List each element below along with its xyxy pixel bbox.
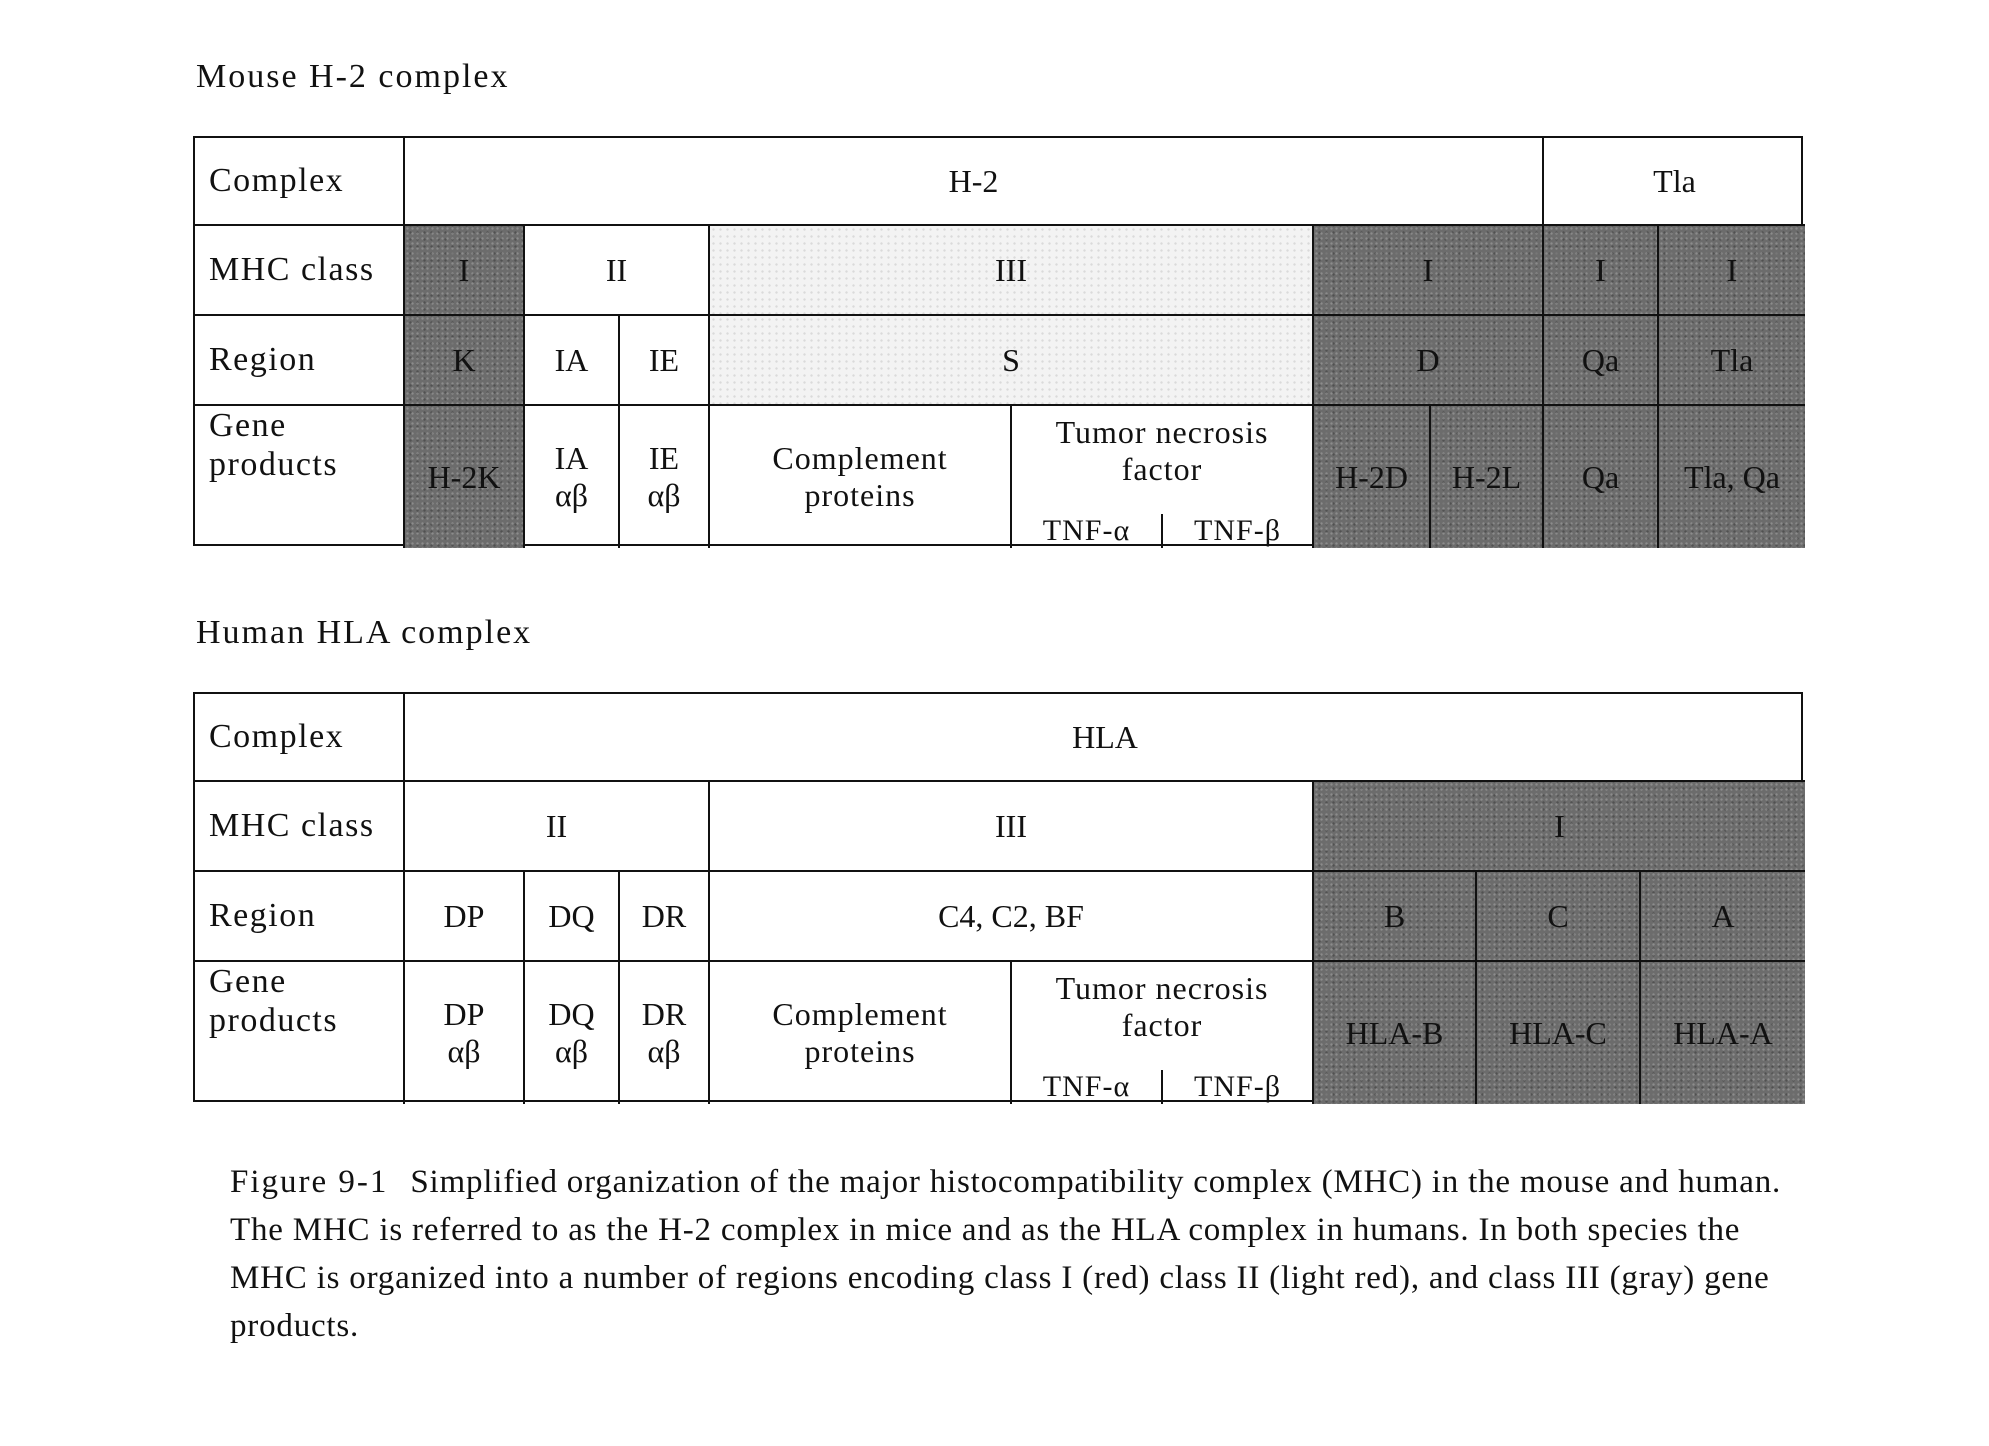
mouse-class-tla: I	[1659, 226, 1805, 316]
mouse-label-mhc-class: MHC class	[195, 226, 405, 316]
human-complement-line1: Complement	[772, 996, 948, 1033]
human-product-hla-b: HLA-B	[1314, 962, 1477, 1104]
mouse-class-k: I	[405, 226, 525, 316]
mouse-product-h2d: H-2D	[1314, 406, 1431, 548]
mouse-complement-line2: proteins	[804, 477, 916, 513]
mouse-tnf-title-line2: factor	[1121, 450, 1203, 487]
human-label-products: products	[209, 1002, 339, 1040]
mouse-class-qa: I	[1544, 226, 1659, 316]
human-region-b: B	[1314, 872, 1477, 962]
human-product-dr-name: DR	[641, 996, 687, 1033]
mouse-complex-h2: H-2	[405, 138, 1544, 226]
human-label-complex: Complex	[195, 694, 405, 782]
human-region-c: C	[1477, 872, 1641, 962]
mouse-product-tla-qa: Tla, Qa	[1659, 406, 1805, 548]
mouse-product-ia	[525, 406, 620, 548]
mouse-region-ia: IA	[525, 316, 620, 406]
human-product-dq-chains: αβ	[554, 1033, 589, 1069]
human-label-region: Region	[195, 872, 405, 962]
human-label-gene: Gene	[209, 963, 287, 1000]
figure-label: Figure 9-1	[230, 1164, 389, 1200]
mouse-label-products: products	[209, 446, 339, 484]
human-label-gene-products	[195, 962, 405, 1104]
human-product-hla-a: HLA-A	[1641, 962, 1805, 1104]
human-hla-table	[193, 692, 1803, 1102]
human-complex-hla: HLA	[405, 694, 1805, 782]
mouse-label-gene-products	[195, 406, 405, 548]
human-region-dp: DP	[405, 872, 525, 962]
human-class-ii: II	[405, 782, 710, 872]
mouse-product-h2k: H-2K	[405, 406, 525, 548]
human-tnf-beta: TNF-β	[1194, 1069, 1281, 1103]
human-region-c4-c2-bf: C4, C2, BF	[710, 872, 1314, 962]
human-product-complement	[710, 962, 1012, 1104]
mouse-product-ia-chains: αβ	[554, 477, 589, 513]
mouse-product-ie	[620, 406, 710, 548]
human-product-dr-chains: αβ	[647, 1033, 681, 1069]
mouse-product-ie-chains: αβ	[647, 477, 681, 513]
mouse-tnf-beta: TNF-β	[1194, 513, 1281, 547]
mouse-complex-tla: Tla	[1544, 138, 1805, 226]
mouse-region-tla: Tla	[1659, 316, 1805, 406]
mouse-complement-line1: Complement	[772, 440, 948, 477]
human-product-dp-chains: αβ	[447, 1033, 481, 1069]
mouse-region-k: K	[405, 316, 525, 406]
human-tnf-title-line1: Tumor necrosis	[1055, 970, 1269, 1006]
mouse-label-region: Region	[195, 316, 405, 406]
mouse-h2-table	[193, 136, 1803, 546]
human-class-iii: III	[710, 782, 1314, 872]
human-product-dq	[525, 962, 620, 1104]
human-product-dp	[405, 962, 525, 1104]
human-product-dp-name: DP	[443, 996, 485, 1033]
mouse-product-qa: Qa	[1544, 406, 1659, 548]
human-section-title: Human HLA complex	[196, 614, 533, 651]
mouse-class-d: I	[1314, 226, 1544, 316]
human-region-dr: DR	[620, 872, 710, 962]
mouse-tnf-alpha: TNF-α	[1012, 514, 1163, 549]
figure-caption-text: Simplified organization of the major histocompatibility complex (MHC) in the mouse and human. The MHC is referred to as the H-2 complex in mice and as the HLA complex in humans. In both species the MHC is organized into a number of regions encoding class I (red) class II (light red), and class III (gray) gene products.	[230, 1164, 1782, 1344]
mouse-product-ia-name: IA	[554, 440, 589, 477]
mouse-class-iii: III	[710, 226, 1314, 316]
human-product-dq-name: DQ	[548, 996, 595, 1033]
mouse-label-gene: Gene	[209, 407, 287, 444]
mouse-tnf-title-line1: Tumor necrosis	[1055, 414, 1269, 450]
human-product-tnf	[1012, 962, 1314, 1104]
mouse-product-h2l: H-2L	[1431, 406, 1544, 548]
human-product-hla-c: HLA-C	[1477, 962, 1641, 1104]
mouse-region-d: D	[1314, 316, 1544, 406]
human-class-i: I	[1314, 782, 1805, 872]
human-label-mhc-class: MHC class	[195, 782, 405, 872]
mouse-product-ie-name: IE	[648, 440, 680, 477]
mouse-region-qa: Qa	[1544, 316, 1659, 406]
mouse-product-tnf	[1012, 406, 1314, 548]
mouse-product-complement	[710, 406, 1012, 548]
mouse-class-ii: II	[525, 226, 710, 316]
mouse-label-complex: Complex	[195, 138, 405, 226]
human-region-a: A	[1641, 872, 1805, 962]
human-region-dq: DQ	[525, 872, 620, 962]
mouse-region-ie: IE	[620, 316, 710, 406]
figure-caption	[230, 1158, 1810, 1350]
mouse-region-s: S	[710, 316, 1314, 406]
human-tnf-title-line2: factor	[1121, 1006, 1203, 1043]
human-complement-line2: proteins	[804, 1033, 916, 1069]
mouse-section-title: Mouse H-2 complex	[196, 58, 510, 95]
human-product-dr	[620, 962, 710, 1104]
human-tnf-alpha: TNF-α	[1012, 1070, 1163, 1105]
